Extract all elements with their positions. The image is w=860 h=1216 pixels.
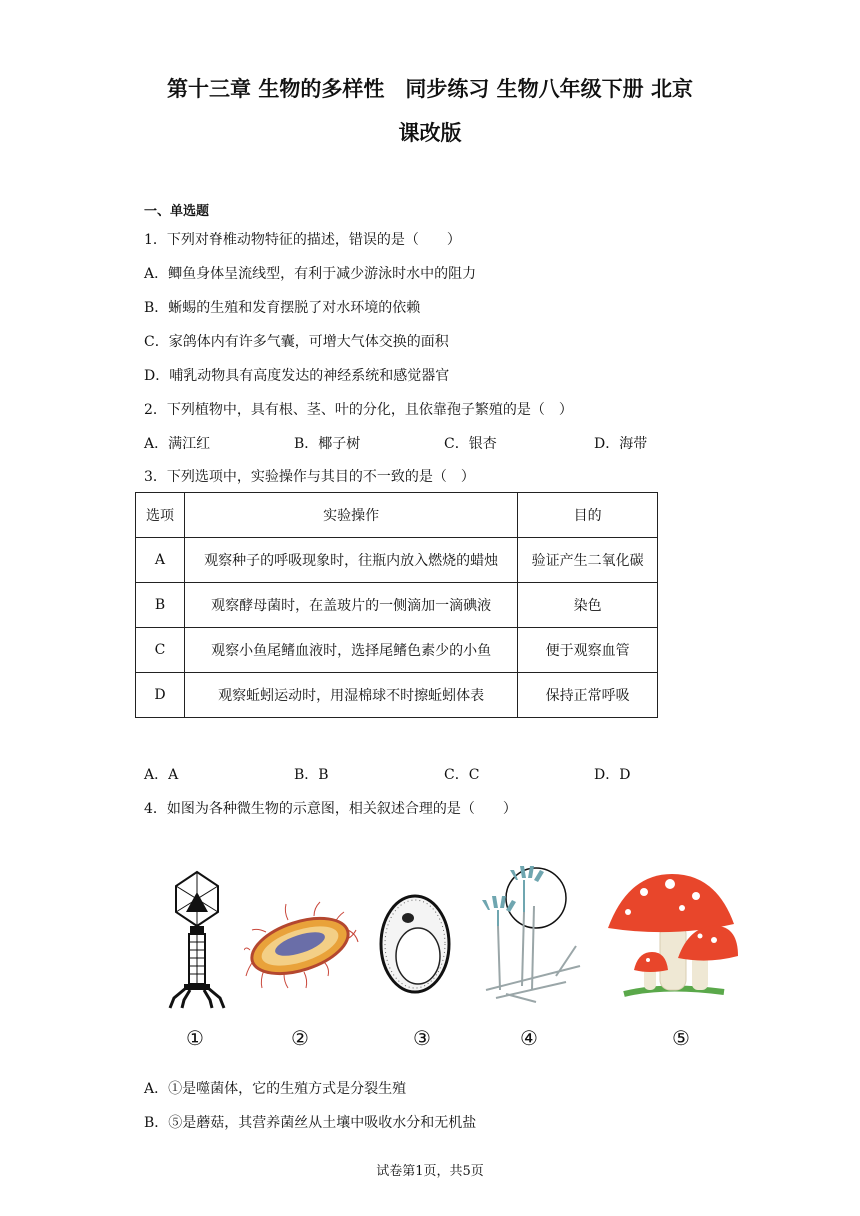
- page-title-line-1: 第十三章 生物的多样性 同步练习 生物八年级下册 北京: [167, 77, 693, 101]
- table-cell: 观察种子的呼吸现象时，往瓶内放入燃烧的蜡烛: [184, 538, 517, 583]
- bacteriophage-illustration: [166, 870, 228, 1010]
- q4-stem: 4．如图为各种微生物的示意图，相关叙述合理的是（ ）: [144, 801, 517, 817]
- table-header-cell: 实验操作: [184, 493, 517, 538]
- table-cell: 观察酵母菌时，在盖玻片的一侧滴加一滴碘液: [184, 583, 517, 628]
- figure-label-3: ③: [413, 1026, 431, 1050]
- figure-label-1: ①: [186, 1026, 204, 1050]
- q3-stem: 3．下列选项中，实验操作与其目的不一致的是（ ）: [144, 469, 475, 485]
- table-cell: A: [136, 538, 185, 583]
- table-cell: 保持正常呼吸: [518, 673, 658, 718]
- q4-option-a: A．①是噬菌体，它的生殖方式是分裂生殖: [144, 1081, 407, 1097]
- table-cell: D: [136, 673, 185, 718]
- q1-stem: 1．下列对脊椎动物特征的描述，错误的是（ ）: [144, 232, 461, 248]
- table-cell: 观察蚯蚓运动时，用湿棉球不时擦蚯蚓体表: [184, 673, 517, 718]
- q1-option-d: D．哺乳动物具有高度发达的神经系统和感觉器官: [144, 368, 450, 384]
- section-heading: 一、单选题: [144, 204, 210, 219]
- table-header-cell: 选项: [136, 493, 185, 538]
- bacterium-illustration: [244, 900, 360, 992]
- table-cell: 染色: [518, 583, 658, 628]
- yeast-cell-illustration: [378, 892, 452, 996]
- q3-option-d: D．D: [594, 767, 631, 783]
- table-cell: C: [136, 628, 185, 673]
- q1-option-a: A．鲫鱼身体呈流线型，有利于减少游泳时水中的阻力: [144, 266, 477, 282]
- table-cell: 验证产生二氧化碳: [518, 538, 658, 583]
- table-row: [136, 583, 658, 628]
- figure-label-4: ④: [520, 1026, 538, 1050]
- table-cell: 观察小鱼尾鳍血液时，选择尾鳍色素少的小鱼: [184, 628, 517, 673]
- q3-option-c: C．C: [444, 767, 480, 783]
- q2-option-b: B．椰子树: [294, 436, 361, 452]
- experiment-table: [135, 492, 658, 718]
- q3-option-a: A．A: [144, 767, 179, 783]
- table-header-row: [136, 493, 658, 538]
- q2-option-c: C．银杏: [444, 436, 497, 452]
- page-title-line-2: 课改版: [398, 121, 462, 145]
- q1-option-b: B．蜥蜴的生殖和发育摆脱了对水环境的依赖: [144, 300, 421, 316]
- table-row: [136, 538, 658, 583]
- q2-option-a: A．满江红: [144, 436, 211, 452]
- table-cell: B: [136, 583, 185, 628]
- q4-option-b: B．⑤是蘑菇，其营养菌丝从土壤中吸收水分和无机盐: [144, 1115, 477, 1131]
- table-header-cell: 目的: [518, 493, 658, 538]
- figure-label-5: ⑤: [672, 1026, 690, 1050]
- mushroom-illustration: [604, 874, 740, 998]
- page-footer: 试卷第1页，共5页: [376, 1164, 484, 1179]
- q2-option-d: D．海带: [594, 436, 648, 452]
- penicillium-mold-illustration: [476, 866, 588, 1006]
- q2-stem: 2．下列植物中，具有根、茎、叶的分化，且依靠孢子繁殖的是（ ）: [144, 402, 573, 418]
- table-row: [136, 628, 658, 673]
- q3-option-b: B．B: [294, 767, 329, 783]
- figure-label-2: ②: [291, 1026, 309, 1050]
- q1-option-c: C．家鸽体内有许多气囊，可增大气体交换的面积: [144, 334, 449, 350]
- table-row: [136, 673, 658, 718]
- table-cell: 便于观察血管: [518, 628, 658, 673]
